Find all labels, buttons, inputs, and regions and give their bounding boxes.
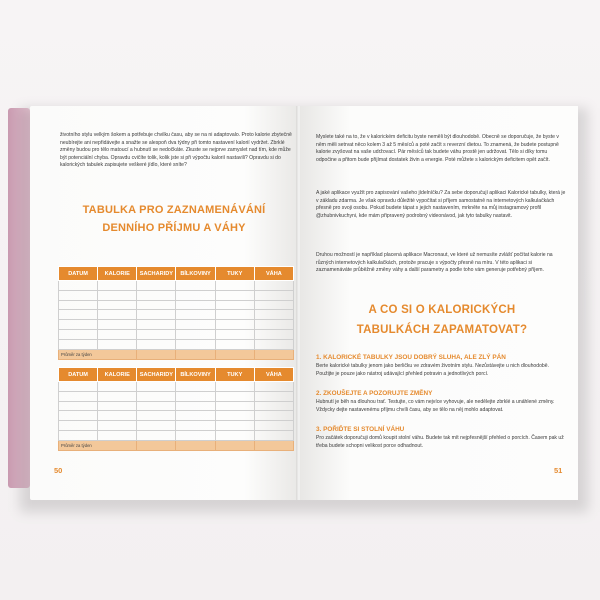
right-heading [318,300,566,340]
tracking-table-2 [58,367,294,451]
table-row [59,329,294,339]
right-page-number: 51 [554,466,563,475]
right-paragraph-3: Druhou možností je například placená aplikace Macronaut, ve které už nemusíte zvlášť počítat kalorie na různých internetových kalkulačkách, protože pracuje s výpočty přesně na míru. V této aplikaci si zaznamenáváte průběžně změny váhy a další parametry a podle toho vám generuje potřebný příjem. [316,252,553,274]
col-header-bilkoviny: BÍLKOVINY [176,368,215,382]
weekly-average-label: Průměr za týden [59,440,137,450]
left-intro-paragraph: životního stylu velkým šokem a potřebuje chvilku času, aby se na ni adaptovalo. Proto kalorie zbytečně neubírejte ani nepřidávejte a snažte se alespoň dva týdny při tomto nastavení kalorií vydržet. Zbrklé změny budou pro tělo matoucí a hubnutí se nedočkáte. Zkuste se nejprve zamyslet nad tím, kde může být potenciální chyba. Opravdu cvičíte tolik, kolik jste si při výpočtu kalorií nastavili? Opravdu si do kalorických tabulek zapisujete veškeré jídlo, které sníte? [60,132,292,169]
col-header-kalorie: KALORIE [98,267,137,281]
left-heading [60,201,288,237]
table-row [59,339,294,349]
col-header-datum: DATUM [59,368,98,382]
col-header-datum: DATUM [59,267,98,281]
table-row [59,281,294,291]
table-row [59,430,294,440]
left-heading-line2: DENNÍHO PŘÍJMU A VÁHY [102,222,246,234]
table-row [59,300,294,310]
weekly-average-label: Průměr za týden [59,349,137,359]
tip-3-text: Pro začátek doporučuji domů koupit stolní váhu. Budete tak mít nejpřesnější přehled o porcích. Časem pak už třeba budete schopni velikost porce odhadnout. [316,435,564,449]
col-header-vaha: VÁHA [254,267,293,281]
tip-3-title: 3. POŘIĎTE SI STOLNÍ VÁHU [316,426,405,433]
table-row [59,310,294,320]
weekly-average-row [59,349,294,359]
table-row [59,391,294,401]
tracking-table-1 [58,266,294,360]
right-paragraph-1: Myslete také na to, že v kalorickém deficitu byste neměli být dlouhodobě. Obecně se doporučuje, že byste v něm měli setrvat něco kolem 3 až 5 měsíců a poté začít s reverzní dietou. To znamená, že budete postupně kalorie zvyšovat na vaše udržovací. Pár měsíců tak budete váhu prostě jen udržovat. Tělo si díky tomu odpočine a přitom bude přijímat dostatek živin a energie. Poté můžete s kalorickým deficitem opět začít. [316,134,559,163]
tip-2-text: Hubnutí je běh na dlouhou trať. Testujte, co vám nejvíce vyhovuje, ale nedělejte zbrklé a unáhlené změny. Vždycky dejte nastavenému příjmu chvíli času, aby se tělo na něj mohlo adaptovat. [316,399,555,413]
weekly-average-row [59,440,294,450]
right-heading-line2: TABULKÁCH ZAPAMATOVAT? [356,324,528,336]
col-header-vaha: VÁHA [254,368,293,382]
table-row [59,320,294,330]
col-header-sacharidy: SACHARIDY [137,267,176,281]
table-header-row [59,267,294,281]
table-row [59,382,294,392]
col-header-sacharidy: SACHARIDY [137,368,176,382]
left-heading-line1: TABULKA PRO ZAZNAMENÁVÁNÍ [82,204,266,216]
tip-1-text: Berte kalorické tabulky jenom jako berličku ve zdravém životním stylu. Nezůstávejte u nich dlouhodobě. Použijte je pouze jako nástroj udávající přehled potravin a jednotlivých porcí. [316,363,550,377]
col-header-tuky: TUKY [215,368,254,382]
tip-2-title: 2. ZKOUŠEJTE A POZORUJTE ZMĚNY [316,390,433,397]
table-header-row [59,368,294,382]
right-heading-line1: A CO SI O KALORICKÝCH [368,304,516,316]
table-row [59,401,294,411]
col-header-tuky: TUKY [215,267,254,281]
left-page-number: 50 [54,466,63,475]
right-paragraph-2: A jaké aplikace využít pro zapisování vašeho jídelníčku? Za sebe doporučují aplikaci Kalorické tabulky, která je v základu zdarma. Je však opravdu důležité vypočítat si příjem samostatně na internetových kalkulačkách přesně pro svoji osobu. Pokud budete tápat s jejich nastavením, mrkněte na můj instagramový profil @zhubnivkuchyni, kde mám připravený podrobný videonávod, jak tyto tabulky nastavit. [316,190,566,219]
table-row [59,421,294,431]
table-row [59,290,294,300]
tip-1-title: 1. KALORICKÉ TABULKY JSOU DOBRÝ SLUHA, ALE ZLÝ PÁN [316,354,506,361]
col-header-bilkoviny: BÍLKOVINY [176,267,215,281]
col-header-kalorie: KALORIE [98,368,137,382]
table-row [59,411,294,421]
